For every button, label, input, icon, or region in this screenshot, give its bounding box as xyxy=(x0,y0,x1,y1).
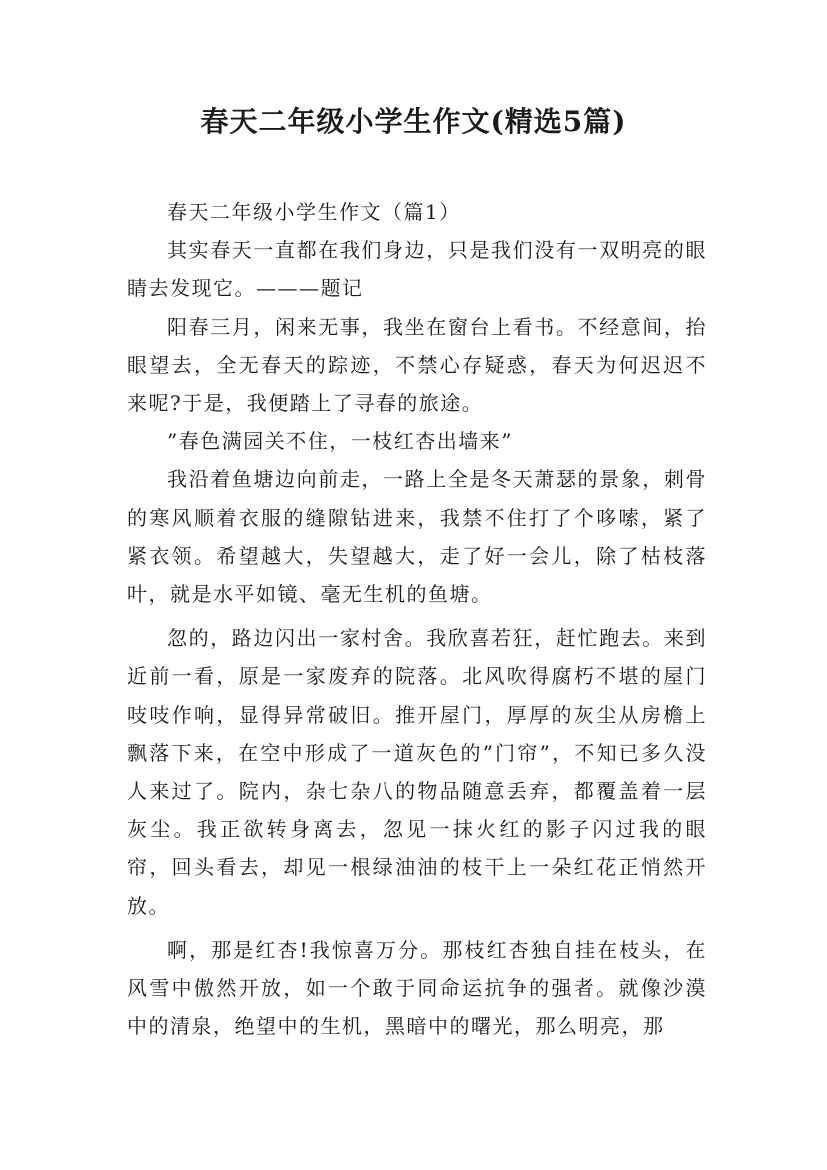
paragraph-4: 啊，那是红杏!我惊喜万分。那枝红杏独自挂在枝头，在风雪中傲然开放，如一个敢于同命运抗争的强者。就像沙漠中的清泉，绝望中的生机，黑暗中的曙光，那么明亮，那 xyxy=(127,937,707,1039)
paragraph-2: 我沿着鱼塘边向前走，一路上全是冬天萧瑟的景象，刺骨的寒风顺着衣服的缝隙钻进来，我禁不住打了个哆嗦，紧了紧衣领。希望越大，失望越大，走了好一会儿，除了枯枝落叶，就是水平如镜、毫无生机的鱼塘。 xyxy=(127,467,707,607)
paragraph-3: 忽的，路边闪出一家村舍。我欣喜若狂，赶忙跑去。来到近前一看，原是一家废弃的院落。北风吹得腐朽不堪的屋门吱吱作响，显得异常破旧。推开屋门，厚厚的灰尘从房檐上飘落下来，在空中形成了一道灰色的”门帘”，不知已多久没人来过了。院内，杂七杂八的物品随意丢弃，都覆盖着一层灰尘。我正欲转身离去，忽见一抹火红的影子闪过我的眼帘，回头看去，却见一根绿油油的枝干上一朵红花正悄然开放。 xyxy=(127,626,707,918)
section-heading: 春天二年级小学生作文（篇1） xyxy=(167,200,461,224)
paragraph-1: 阳春三月，闲来无事，我坐在窗台上看书。不经意间，抬眼望去，全无春天的踪迹，不禁心存疑惑，春天为何迟迟不来呢?于是，我便踏上了寻春的旅途。 xyxy=(127,314,707,416)
paragraph-epigraph: 其实春天一直都在我们身边，只是我们没有一双明亮的眼睛去发现它。———题记 xyxy=(127,238,707,301)
document-body xyxy=(127,193,707,1045)
paragraph-quote: ”春色满园关不住，一枝红杏出墙来” xyxy=(167,429,513,454)
document-title: 春天二年级小学生作文(精选5篇) xyxy=(200,105,627,138)
